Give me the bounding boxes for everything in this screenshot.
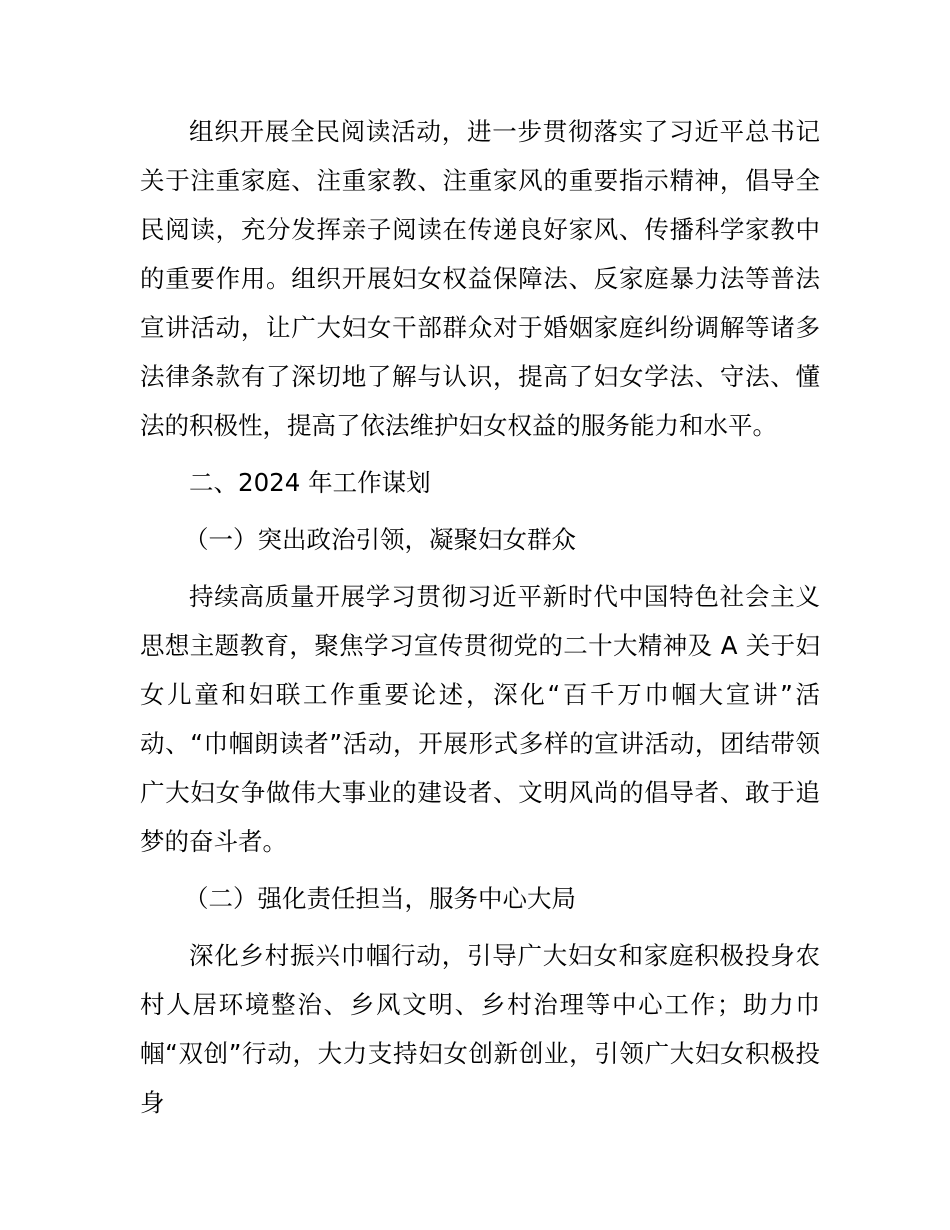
paragraph-rural-revitalization: 深化乡村振兴巾帼行动，引导广大妇女和家庭积极投身农村人居环境整治、乡风文明、乡村治理等中心工作；助力巾帼“双创”行动，大力支持妇女创新创业，引领广大妇女积极投身 — [140, 941, 820, 1117]
subheading-political-guidance: （一）突出政治引领，凝聚妇女群众 — [184, 525, 576, 554]
paragraph-study-education: 持续高质量开展学习贯彻习近平新时代中国特色社会主义思想主题教育，聚焦学习宣传贯彻党的二十大精神及 A 关于妇女儿童和妇联工作重要论述，深化“百千万巾帼大宣讲”活动、“巾帼朗读者”活动，开展形式多样的宣讲活动，团结带领广大妇女争做伟大事业的建设者、文明风尚的倡导者、敢于追梦的奋斗者。 — [140, 582, 820, 856]
paragraph-reading-activities: 组织开展全民阅读活动，进一步贯彻落实了习近平总书记关于注重家庭、注重家教、注重家风的重要指示精神，倡导全民阅读，充分发挥亲子阅读在传递良好家风、传播科学家教中的重要作用。组织开展妇女权益保障法、反家庭暴力法等普法宣讲活动，让广大妇女干部群众对于婚姻家庭纠纷调解等诸多法律条款有了深切地了解与认识，提高了妇女学法、守法、懂法的积极性，提高了依法维护妇女权益的服务能力和水平。 — [140, 117, 820, 440]
section-heading-2024-plan: 二、2024 年工作谋划 — [189, 468, 431, 497]
subheading-responsibility: （二）强化责任担当，服务中心大局 — [184, 884, 576, 913]
document-body — [140, 107, 820, 1127]
